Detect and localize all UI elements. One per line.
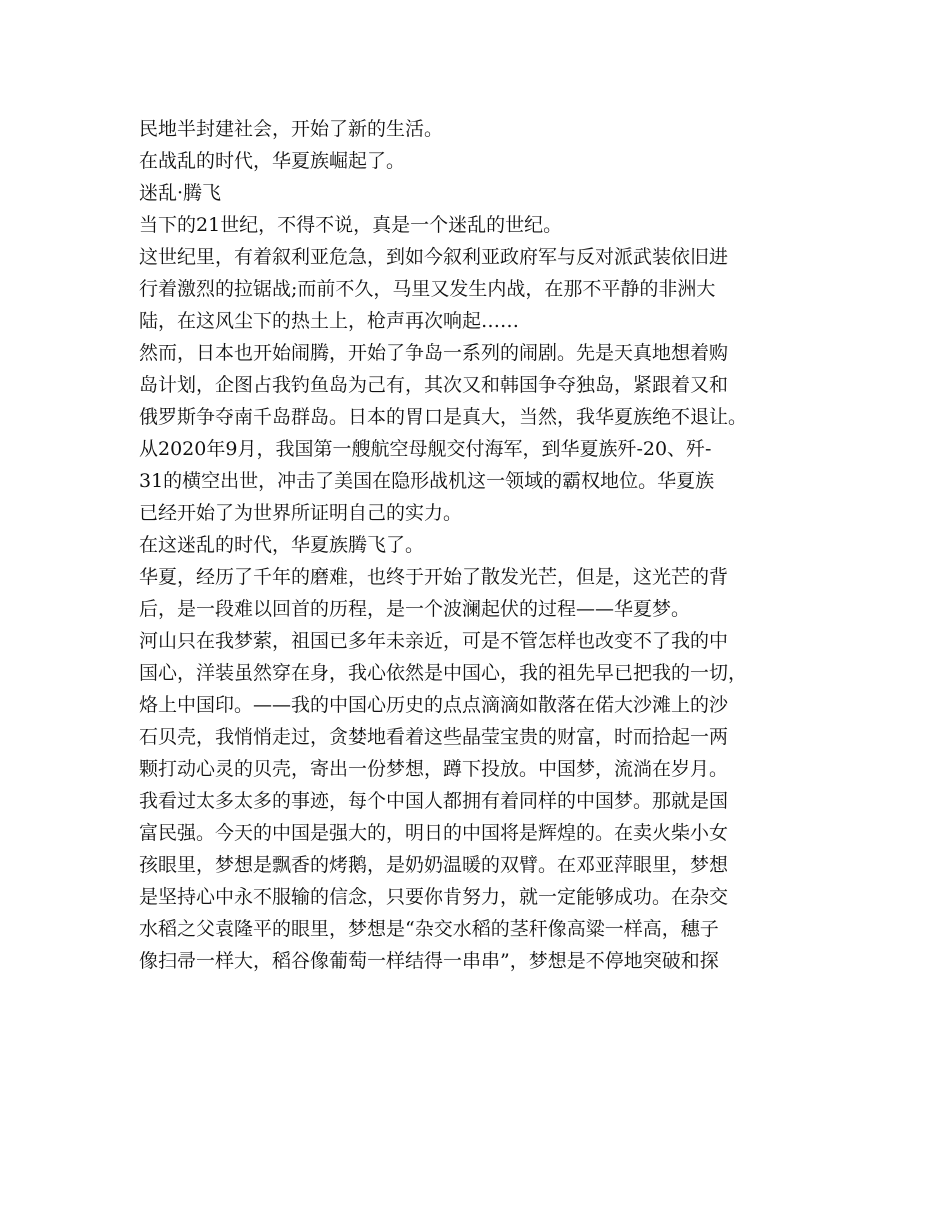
text-line: 在这迷乱的时代，华夏族腾飞了。: [139, 534, 425, 556]
text-line: 像扫帚一样大，稻谷像葡萄一样结得一串串”，梦想是不停地突破和探: [139, 950, 719, 972]
text-line: 然而，日本也开始闹腾，开始了争岛一系列的闹剧。先是天真地想着购: [139, 342, 729, 364]
text-line: 颗打动心灵的贝壳，寄出一份梦想，蹲下投放。中国梦，流淌在岁月。: [139, 758, 729, 780]
text-line: 富民强。今天的中国是强大的，明日的中国将是辉煌的。在卖火柴小女: [139, 822, 729, 844]
text-line: 河山只在我梦萦，祖国已多年未亲近，可是不管怎样也改变不了我的中: [139, 630, 729, 652]
text-line: 行着激烈的拉锯战;而前不久，马里又发生内战，在那不平静的非洲大: [139, 278, 716, 300]
text-line: 孩眼里，梦想是飘香的烤鹅，是奶奶温暖的双臂。在邓亚萍眼里，梦想: [139, 854, 729, 876]
text-line: 石贝壳，我悄悄走过，贪婪地看着这些晶莹宝贵的财富，时而拾起一两: [139, 726, 729, 748]
text-line: 在战乱的时代，华夏族崛起了。: [139, 150, 406, 172]
section-heading: 迷乱·腾飞: [139, 182, 222, 204]
text-line: 民地半封建社会，开始了新的生活。: [139, 118, 444, 140]
text-line: 从2020年9月，我国第一艘航空母舰交付海军，到华夏族歼-20、歼-: [139, 438, 712, 460]
text-line: 这世纪里，有着叙利亚危急，到如今叙利亚政府军与反对派武装依旧进: [139, 246, 729, 268]
text-line: 已经开始了为世界所证明自己的实力。: [139, 502, 463, 524]
text-line: 是坚持心中永不服输的信念，只要你肯努力，就一定能够成功。在杂交: [139, 886, 729, 908]
text-line: 后，是一段难以回首的历程，是一个波澜起伏的过程——华夏梦。: [139, 598, 691, 620]
text-line: 国心，洋装虽然穿在身，我心依然是中国心，我的祖先早已把我的一切，: [139, 662, 748, 684]
text-line: 岛计划，企图占我钓鱼岛为己有，其次又和韩国争夺独岛，紧跟着又和: [139, 374, 729, 396]
text-line: 31的横空出世，冲击了美国在隐形战机这一领域的霸权地位。华夏族: [139, 470, 715, 492]
text-line: 华夏，经历了千年的磨难，也终于开始了散发光芒，但是，这光芒的背: [139, 566, 729, 588]
text-line: 水稻之父袁隆平的眼里，梦想是“杂交水稻的茎秆像高粱一样高，穗子: [139, 918, 719, 940]
text-line: 陆，在这风尘下的热土上，枪声再次响起……: [139, 310, 520, 332]
text-line: 俄罗斯争夺南千岛群岛。日本的胃口是真大，当然，我华夏族绝不退让。: [139, 406, 748, 428]
document-body: [139, 113, 839, 977]
text-line: 烙上中国印。——我的中国心历史的点点滴滴如散落在偌大沙滩上的沙: [139, 694, 729, 716]
text-line: 我看过太多太多的事迹，每个中国人都拥有着同样的中国梦。那就是国: [139, 790, 729, 812]
text-line: 当下的21世纪，不得不说，真是一个迷乱的世纪。: [139, 214, 563, 236]
